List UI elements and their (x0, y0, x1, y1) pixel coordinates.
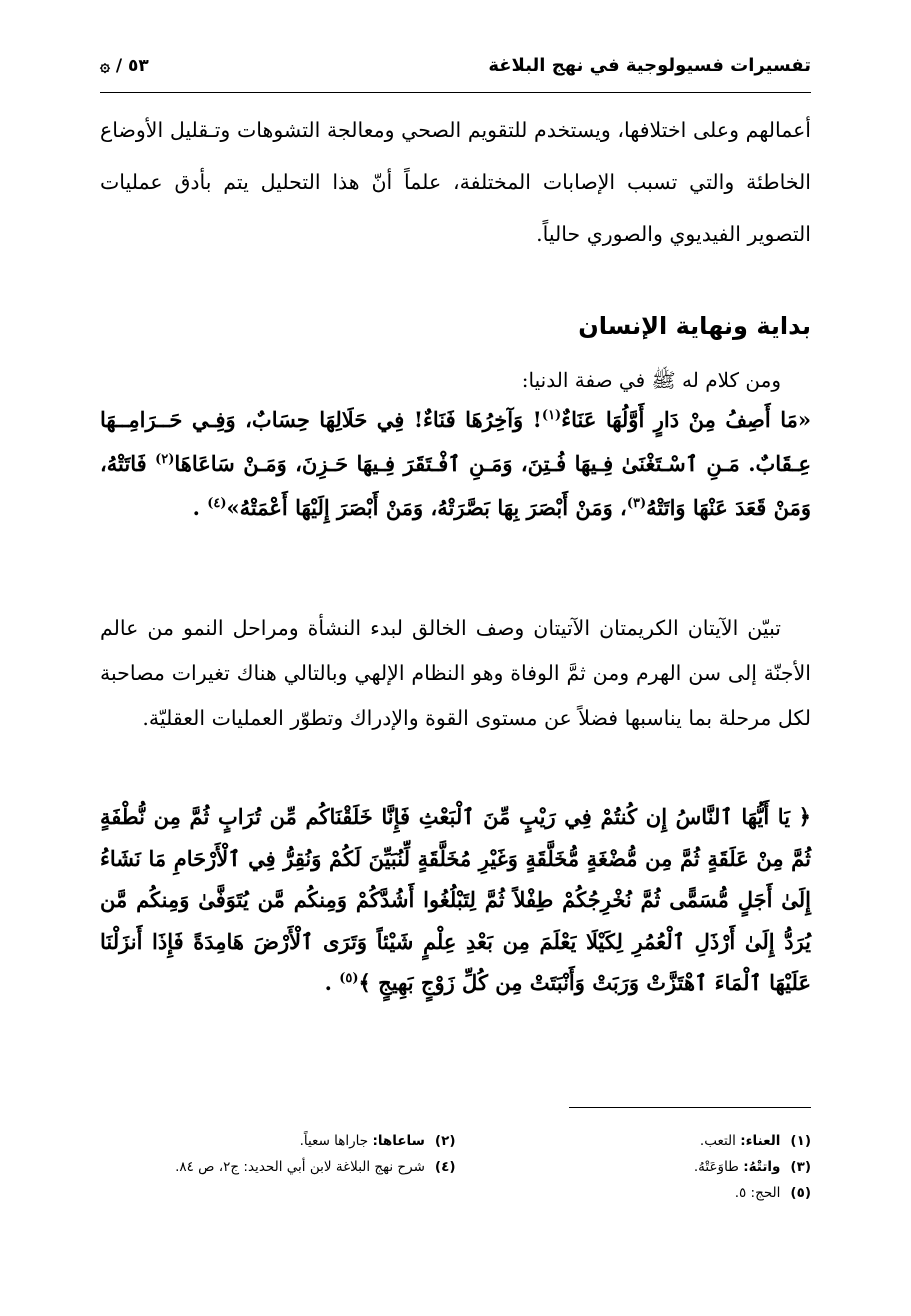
footnote-row (100, 1180, 811, 1206)
footnote-number: (١) (790, 1133, 811, 1149)
paragraph-continuation: أعمالهم وعلى اختلافها، ويستخدم للتقويم الصحي ومعالجة التشوهات وتـقليل الأوضاع الخاطئة والتي تسبب الإصابات المختلفة، علماً أنّ هذا التحليل يتم بأدق عمليات التصوير الفيديوي والصوري حالياً. (100, 118, 811, 246)
hadith-part-2: ! وَآخِرُهَا فَنَاءٌ! فِي حَلَالِهَا حِسَابٌ، وَفِـي حَــرَامِــهَا عِـقَابٌ. مَـنِ ٱسْـتَغْنَىٰ فِـيهَا فُـتِنَ، وَمَـنِ ٱفْـتَقَرَ فِـيهَا حَـزِنَ، وَمَـنْ سَاعَاهَا (100, 407, 812, 476)
footnote-text: شرح نهج البلاغة لابن أبي الحديد: ج٢، ص ٨٤. (175, 1159, 425, 1175)
footnote-definition: التعب. (699, 1133, 741, 1149)
hadith-part-4: ، وَمَنْ أَبْصَرَ بِهَا بَصَّرَتْهُ، وَمَنْ أَبْصَرَ إِلَيْهَا أَعْمَتْهُ» (226, 495, 627, 520)
footnotes (100, 1128, 811, 1206)
hadith-quote (100, 398, 811, 530)
footnote-number: (٢) (434, 1133, 456, 1149)
footnote-5 (456, 1185, 812, 1201)
footnote-definition: جاراها سعياً. (299, 1133, 373, 1149)
footnote-term: ساعاها: (372, 1133, 425, 1149)
footnote-ref-2[interactable]: (٢) (155, 452, 175, 467)
footnote-text: الحج: ٥. (734, 1185, 781, 1201)
running-title: تفسيرات فسيولوجية في نهج البلاغة (488, 54, 811, 76)
footnote-1 (456, 1133, 812, 1149)
running-header (100, 50, 811, 80)
hadith-end: . (192, 495, 208, 520)
hadith-intro: ومن كلام له ﷺ في صفة الدنيا: (521, 368, 781, 392)
footnote-row (100, 1154, 811, 1180)
footnote-row (100, 1128, 811, 1154)
quran-verse (100, 796, 811, 1004)
footnote-4 (100, 1159, 456, 1175)
header-rule (100, 92, 811, 93)
footnote-term: واتتْهُ: (743, 1159, 781, 1175)
verse-end: . (324, 970, 340, 995)
footnote-definition: طاوَعَتْهُ. (693, 1159, 744, 1175)
page-number: ٥٣ / ۞ (100, 55, 149, 76)
verse-text: ﴿ يَا أَيُّهَا ٱلنَّاسُ إِن كُنتُمْ فِي رَيْبٍ مِّنَ ٱلْبَعْثِ فَإِنَّا خَلَقْنَاكُم مِّن تُرَابٍ ثُمَّ مِن نُّطْفَةٍ ثُمَّ مِنْ عَلَقَةٍ ثُمَّ مِن مُّضْغَةٍ مُّخَلَّقَةٍ وَغَيْرِ مُخَلَّقَةٍ لِّنُبَيِّنَ لَكُمْ وَنُقِرُّ فِي ٱلْأَرْحَامِ مَا نَشَاءُ إِلَىٰ أَجَلٍ مُّسَمًّى ثُمَّ نُخْرِجُكُمْ طِفْلاً ثُمَّ لِتَبْلُغُوا أَشُدَّكُمْ وَمِنكُم مَّن يُتَوَفَّىٰ وَمِنكُم مَّن يُرَدُّ إِلَىٰ أَرْذَلِ ٱلْعُمُرِ لِكَيْلَا يَعْلَمَ مِن بَعْدِ عِلْمٍ شَيْئاً وَتَرَى ٱلْأَرْضَ هَامِدَةً فَإِذَا أَنزَلْنَا عَلَيْهَا ٱلْمَاءَ ٱهْتَزَّتْ وَرَبَتْ وَأَنْبَتَتْ مِن كُلِّ زَوْجٍ بَهِيجٍ ﴾ (100, 804, 811, 995)
paragraph-explanation: تبيّن الآيتان الكريمتان الآتيتان وصف الخالق لبدء النشأة ومراحل النمو من عالم الأجنّة إلى سن الهرم ومن ثمَّ الوفاة وهو النظام الإلهي وبالتالي هناك تغيرات مصاحبة لكل مرحلة بما يناسبها فضلاً عن مستوى القوة والإدراك وتطوّر العمليات العقليّة. (100, 616, 811, 730)
footnote-2 (100, 1133, 456, 1149)
footnote-ref-1[interactable]: (١) (541, 408, 562, 423)
footnote-ref-5[interactable]: (٥) (339, 971, 359, 986)
footnote-number: (٥) (790, 1185, 811, 1201)
hadith-part-1: «مَا أَصِفُ مِنْ دَارٍ أَوَّلُهَا عَنَاءٌ (561, 407, 811, 432)
footnote-ref-3[interactable]: (٣) (626, 496, 647, 511)
footnote-number: (٤) (434, 1159, 456, 1175)
section-heading: بداية ونهاية الإنسان (578, 312, 811, 340)
footnote-separator (569, 1107, 811, 1108)
hadith-part-3: فَاتَتْهُ، وَمَنْ قَعَدَ عَنْهَا وَاتَتْهُ (100, 451, 811, 520)
footnote-term: العناء: (740, 1133, 781, 1149)
footnote-3 (456, 1159, 812, 1175)
footnote-ref-4[interactable]: (٤) (207, 496, 227, 511)
footnote-number: (٣) (790, 1159, 811, 1175)
